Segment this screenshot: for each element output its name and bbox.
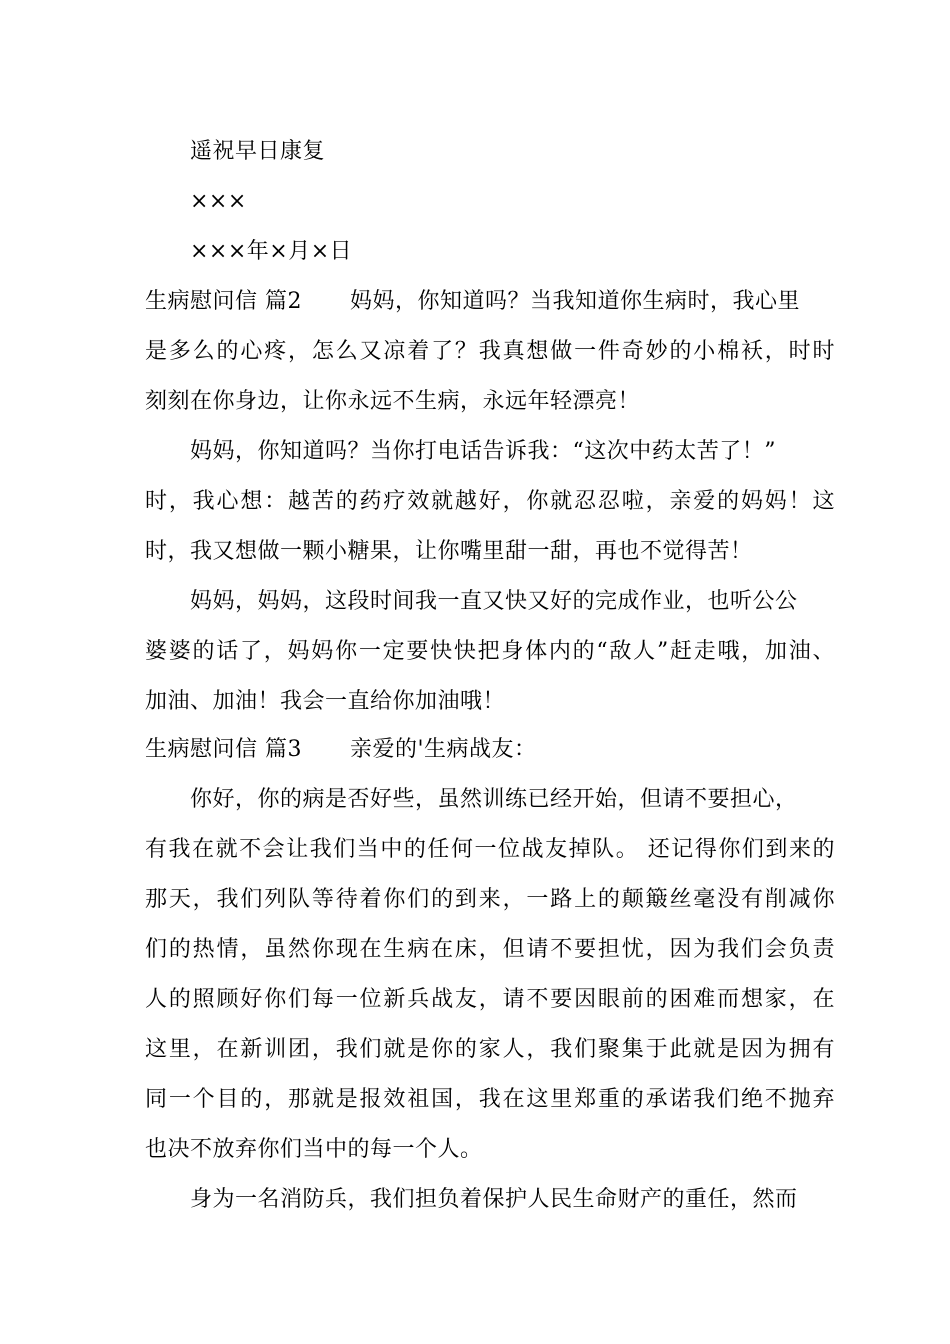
section2-heading: 生病慰问信 篇2 — [145, 289, 302, 314]
closing-wish: 遥祝早日康复 — [190, 139, 326, 164]
paragraph-line: 人的照顾好你们每一位新兵战友，请不要因眼前的困难而想家，在 — [145, 987, 835, 1012]
paragraph-line: 刻刻在你身边，让你永远不生病，永远年轻漂亮！ — [145, 389, 641, 414]
paragraph-line: 妈妈，妈妈，这段时间我一直又快又好的完成作业，也听公公 — [190, 589, 798, 614]
closing-signature: ××× — [190, 189, 247, 214]
paragraph-line: 这里，在新训团，我们就是你的家人，我们聚集于此就是因为拥有 — [145, 1037, 835, 1062]
closing-date: ×××年×月×日 — [190, 239, 353, 264]
paragraph-line: 你好，你的病是否好些，虽然训练已经开始，但请不要担心， — [190, 787, 798, 812]
paragraph-line: 同一个目的，那就是报效祖国，我在这里郑重的承诺我们绝不抛弃 — [145, 1087, 835, 1112]
paragraph-line: 们的热情，虽然你现在生病在床，但请不要担忧，因为我们会负责 — [145, 937, 835, 962]
paragraph-line: 有我在就不会让我们当中的任何一位战友掉队。 还记得你们到来的 — [145, 837, 835, 862]
section2-first-line — [145, 287, 835, 317]
paragraph-text: 妈妈，你知道吗？当我知道你生病时，我心里 — [350, 289, 801, 314]
paragraph-line: 婆婆的话了，妈妈你一定要快快把身体内的“敌人”赶走哦，加油、 — [145, 639, 835, 664]
paragraph-line: 时，我心想：越苦的药疗效就越好，你就忍忍啦，亲爱的妈妈！这 — [145, 489, 835, 514]
section3-heading: 生病慰问信 篇3 — [145, 737, 302, 762]
paragraph-line: 那天，我们列队等待着你们的到来，一路上的颠簸丝毫没有削减你 — [145, 887, 835, 912]
paragraph-line: 是多么的心疼，怎么又凉着了？我真想做一件奇妙的小棉袄，时时 — [145, 339, 835, 364]
paragraph-line: 妈妈，你知道吗？当你打电话告诉我：“这次中药太苦了！” — [190, 439, 776, 464]
paragraph-line: 时，我又想做一颗小糖果，让你嘴里甜一甜，再也不觉得苦！ — [145, 539, 753, 564]
section3-first-line — [145, 735, 835, 765]
paragraph-line: 也决不放弃你们当中的每一个人。 — [145, 1137, 483, 1162]
paragraph-line: 加油、加油！我会一直给你加油哦！ — [145, 689, 506, 714]
paragraph-line: 身为一名消防兵，我们担负着保护人民生命财产的重任，然而 — [190, 1187, 798, 1212]
salutation: 亲爱的'生病战友： — [350, 737, 537, 762]
